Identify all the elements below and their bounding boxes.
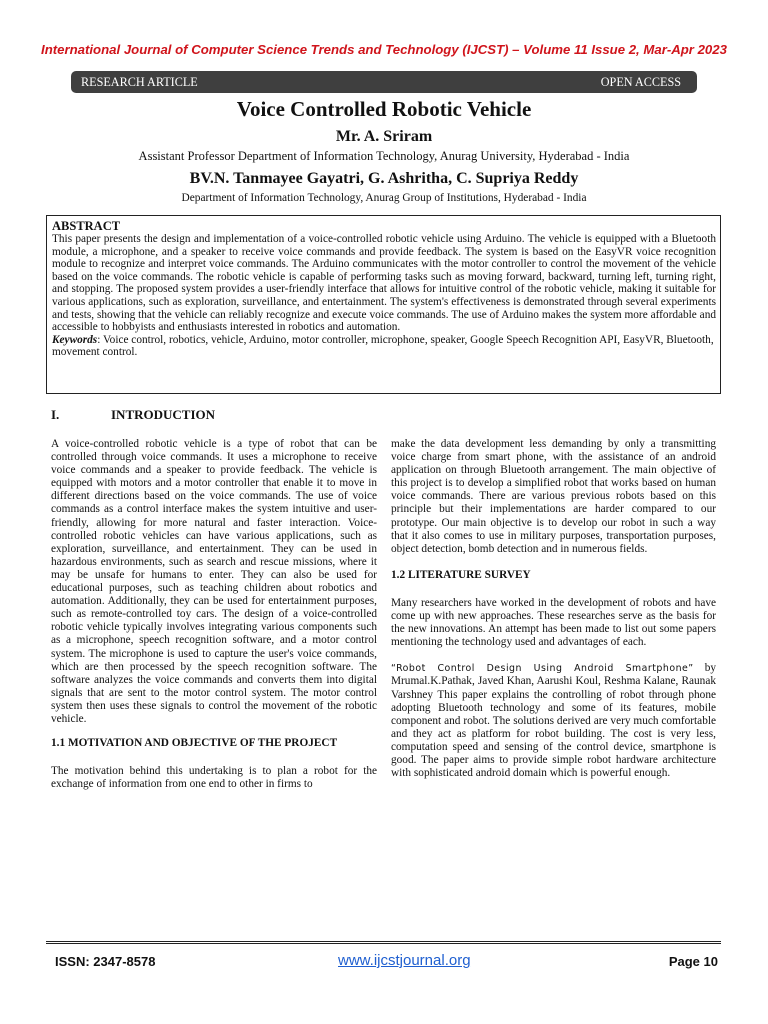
open-access-label: OPEN ACCESS: [600, 74, 681, 89]
section-number: I.: [51, 407, 60, 422]
footer-divider: [46, 941, 721, 942]
abstract-text: This paper presents the design and implementation of a voice-controlled robotic vehicle using Arduino. The vehicle is equipped with a Bluetooth module, a microphone, and a speaker to receive voice commands and provide feedback. The system is based on the EasyVR voice recognition module to recognize and interpret voice commands. The Arduino communicates with the motor controller to control the movement of the vehicle based on the voice commands. The robotic vehicle is capable of performing tasks such as moving forward, backward, turning left, turning right, and stopping. The proposed system provides a user-friendly interface that allows for intuitive control of the robotic vehicle, making it suitable for various applications, such as exploration, surveillance, and entertainment. The system's effectiveness is demonstrated through several experiments and tests, showing that the vehicle can reliably recognize and execute voice commands. The use of Arduino makes the system more affordable and accessible to hobbyists and enthusiasts interested in robotics and automation.: [52, 233, 716, 334]
keywords-text: Voice control, robotics, vehicle, Arduino, motor controller, microphone, speaker, Google Speech Recognition API, EasyVR, Bluetooth, movement control.: [52, 333, 714, 359]
objective-paragraph: make the data development less demanding by only a transmitting voice charge from smart phone, with the assistance of an android application on through Bluetooth arrangement. The main objective of this project is to develop a simplified robot that works based on human voice commands. There are various previous robots based on this principle but their implementations are harder compared to our prototype. Our main objective is to develop our robot in such a way that it also comes to use in military purposes, transportation purposes, object detection, bomb detection and in numerous fields.: [391, 438, 716, 555]
abstract-box: [46, 215, 721, 394]
section-heading-introduction: [51, 407, 215, 423]
page-number: Page 10: [668, 954, 718, 969]
reference-paragraph: [391, 662, 716, 780]
reference-body: by Mrumal.K.Pathak, Javed Khan, Aarushi Koul, Reshma Kalane, Raunak Varshney This paper explains the controlling of robot through phone adopting Bluetooth technology and some of its features, mobile component and robot. The solutions derived are very much comfortable and they act as platform for robot building. The cost is very less, computation speed and sensing of the control device, smartphone is good. The paper aims to provide simple robot hardware architecture with sophisticated android domain which is powerful enough.: [391, 662, 716, 780]
journal-website-link[interactable]: www.ijcstjournal.org: [338, 952, 471, 969]
paper-title: Voice Controlled Robotic Vehicle: [236, 97, 532, 121]
abstract-heading: ABSTRACT: [52, 219, 121, 233]
issn-label: ISSN: 2347-8578: [55, 954, 156, 969]
footer-divider: [46, 943, 721, 944]
author-list: BV.N. Tanmayee Gayatri, G. Ashritha, C. Supriya Reddy: [189, 170, 579, 187]
right-column: [391, 438, 716, 780]
affiliation-primary: Assistant Professor Department of Information Technology, Anurag University, Hyderabad - India: [138, 149, 630, 163]
motivation-paragraph: The motivation behind this undertaking is to plan a robot for the exchange of information from one end to other in firms to: [51, 765, 377, 791]
subsection-heading-motivation: 1.1 MOTIVATION AND OBJECTIVE OF THE PROJECT: [51, 737, 338, 750]
article-type-label: RESEARCH ARTICLE: [81, 74, 198, 89]
keywords-separator: :: [97, 333, 103, 346]
reference-title: “Robot Control Design Using Android Smartphone”: [391, 663, 694, 675]
affiliation-secondary: Department of Information Technology, Anurag Group of Institutions, Hyderabad - India: [181, 192, 587, 204]
keywords-line: [52, 334, 716, 359]
survey-paragraph: Many researchers have worked in the development of robots and have come up with new approaches. These researches serve as the basis for the new innovations. An attempt has been made to list out some papers mentioning the technology used and advantages of each.: [391, 596, 716, 649]
intro-paragraph: A voice-controlled robotic vehicle is a type of robot that can be controlled through voice commands. It uses a microphone to receive voice commands and a speaker to provide feedback. The vehicle is equipped with motors and a motor controller that enable it to move in different directions based on the voice commands. The use of voice commands as a control interface makes the system intuitive and user-friendly, allowing for more natural and faster interaction. Voice-controlled robotic vehicles can have various applications, such as exploration, surveillance, and entertainment. They can be used in hazardous environments, such as search and rescue missions, where it may be unsafe for humans to enter. They can also be used for educational purposes, such as teaching children about robotics and automation. Additionally, they can be used for entertainment purposes, such as remote-controlled toy cars. The design of a voice-controlled robotic vehicle typically involves integrating various components such as a microphone, speech recognition software, and a motor control system. The microphone is used to capture the user's voice commands, which are then processed by the speech recognition software. The software analyzes the voice commands and converts them into digital signals that are sent to the motor control system. The motor control system then uses these signals to control the movement of the robotic vehicle.: [51, 438, 377, 725]
journal-header: International Journal of Computer Science Trends and Technology (IJCST) – Volume 11 Issue 2, Mar-Apr 2023: [41, 42, 727, 57]
subsection-heading-literature: 1.2 LITERATURE SURVEY: [391, 568, 531, 581]
article-type-bar: [71, 71, 697, 93]
keywords-label: Keywords: [52, 333, 98, 346]
left-column: [51, 438, 377, 791]
author-primary: Mr. A. Sriram: [335, 128, 433, 145]
section-title: INTRODUCTION: [111, 407, 216, 422]
